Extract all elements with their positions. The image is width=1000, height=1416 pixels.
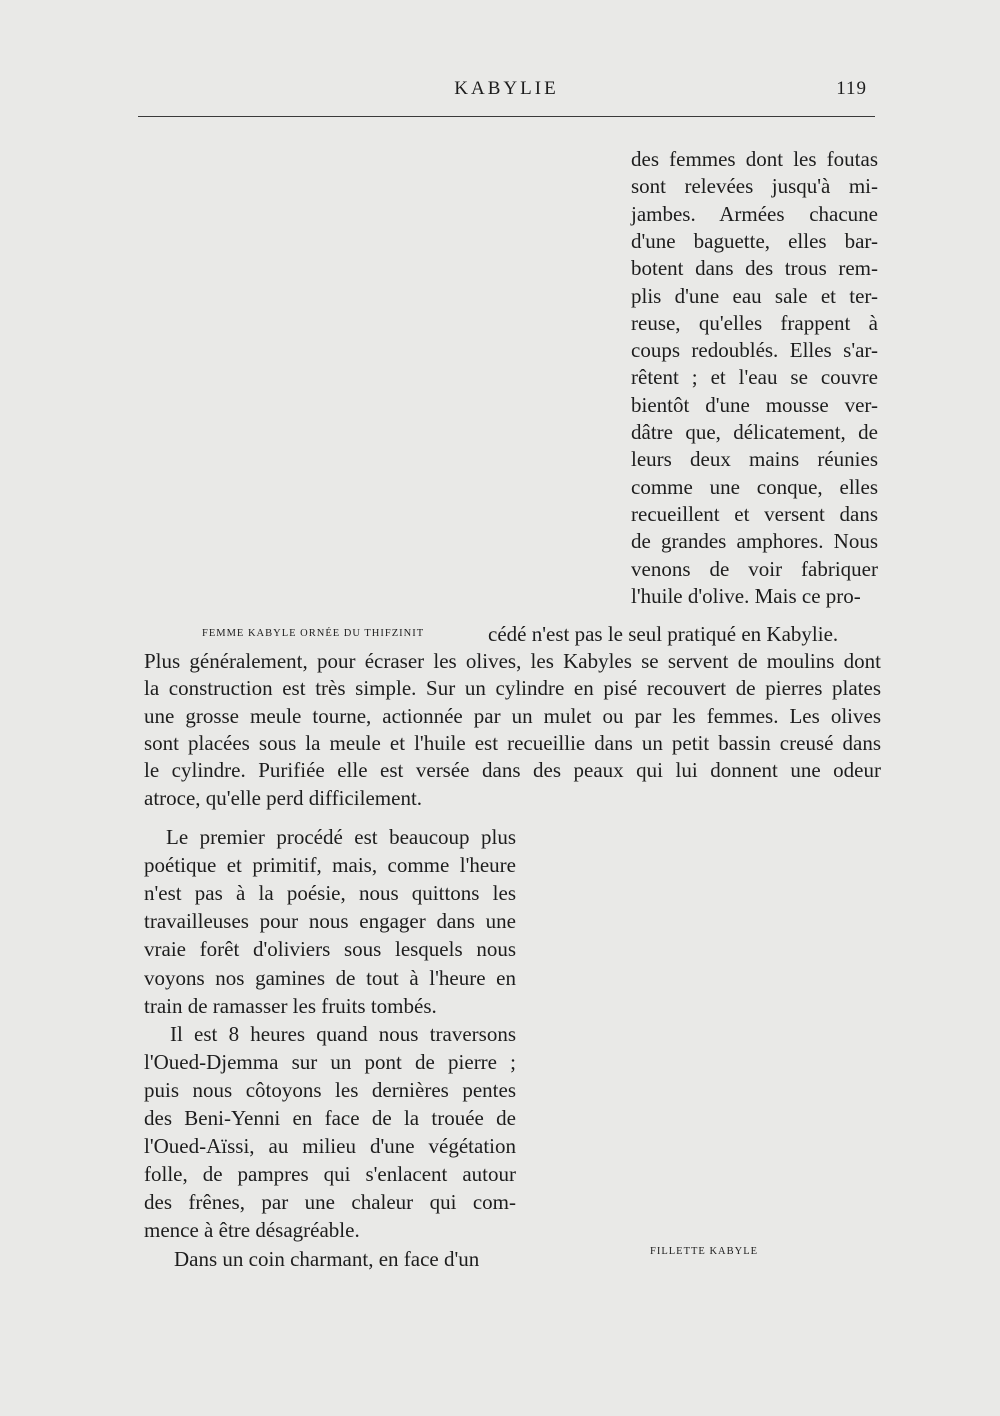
text-line: folle, de pampres qui s'enlacent autour (144, 1162, 516, 1187)
text-line: n'est pas à la poésie, nous quittons les (144, 881, 516, 906)
figure-caption-1: FEMME KABYLE ORNÉE DU THIFZINIT (202, 628, 425, 639)
text-line: rêtent ; et l'eau se couvre (631, 365, 878, 390)
text-line: recueillent et versent dans (631, 501, 878, 526)
text-line: train de ramasser les fruits tombés. (144, 993, 437, 1018)
figure-caption-2: FILLETTE KABYLE (650, 1246, 759, 1257)
text-line: de grandes amphores. Nous (631, 529, 878, 554)
text-line: mence à être désagréable. (144, 1218, 360, 1243)
text-line: des Beni-Yenni en face de la trouée de (144, 1106, 516, 1130)
photo-kabyle-woman (96, 138, 626, 618)
text-line: vraie forêt d'oliviers sous lesquels nous (144, 937, 516, 962)
text-line: reuse, qu'elles frappent à (631, 310, 878, 335)
text-line: travailleuses pour nous engager dans une (144, 909, 516, 934)
text-line: une grosse meule tourne, actionnée par un mulet ou par les femmes. Les olives (144, 703, 881, 728)
text-line: sont relevées jusqu'à mi- (631, 174, 878, 199)
text-line: bientôt d'une mousse ver- (631, 392, 878, 417)
page-number: 119 (836, 78, 867, 99)
text-line: d'une baguette, elles bar- (631, 228, 878, 253)
text-line: venons de voir fabriquer (631, 556, 878, 581)
photo-kabyle-girl (533, 808, 953, 1238)
text-line: botent dans des trous rem- (631, 256, 878, 281)
text-line: l'Oued-Aïssi, au milieu d'une végétation (144, 1134, 516, 1159)
text-line: des frênes, par une chaleur qui com- (144, 1190, 516, 1215)
caption-line: cédé n'est pas le seul pratiqué en Kabylie. (488, 622, 839, 646)
running-head (138, 78, 875, 108)
text-line: le cylindre. Purifiée elle est versée dans des peaux qui lui donnent une odeur (144, 758, 881, 783)
text-line: poétique et primitif, mais, comme l'heure (144, 853, 516, 878)
text-line: des femmes dont les foutas (631, 147, 878, 171)
text-line: voyons nos gamines de tout à l'heure en (144, 965, 516, 990)
header-rule (138, 116, 875, 117)
text-line: plis d'une eau sale et ter- (631, 283, 878, 308)
text-line: jambes. Armées chacune (631, 201, 878, 226)
running-title: KABYLIE (454, 78, 559, 99)
text-line: atroce, qu'elle perd difficilement. (144, 785, 423, 810)
text-line: l'Oued-Djemma sur un pont de pierre ; (144, 1049, 516, 1074)
text-line: comme une conque, elles (631, 474, 878, 499)
text-line: sont placées sous la meule et l'huile est recueillie dans un petit bassin creusé dans (144, 730, 881, 755)
text-line: Il est 8 heures quand nous traversons (170, 1021, 516, 1046)
text-line: dâtre que, délicatement, de (631, 420, 878, 444)
text-line: coups redoublés. Elles s'ar- (631, 338, 878, 363)
text-line: Dans un coin charmant, en face d'un (174, 1246, 480, 1271)
text-line: leurs deux mains réunies (631, 447, 878, 472)
text-line: la construction est très simple. Sur un cylindre en pisé recouvert de pierres plates (144, 676, 881, 701)
text-line: Le premier procédé est beaucoup plus (166, 825, 516, 849)
text-line: l'huile d'olive. Mais ce pro- (631, 583, 861, 608)
text-line: Plus généralement, pour écraser les olives, les Kabyles se servent de moulins dont (144, 649, 881, 673)
text-line: puis nous côtoyons les dernières pentes (144, 1077, 516, 1102)
